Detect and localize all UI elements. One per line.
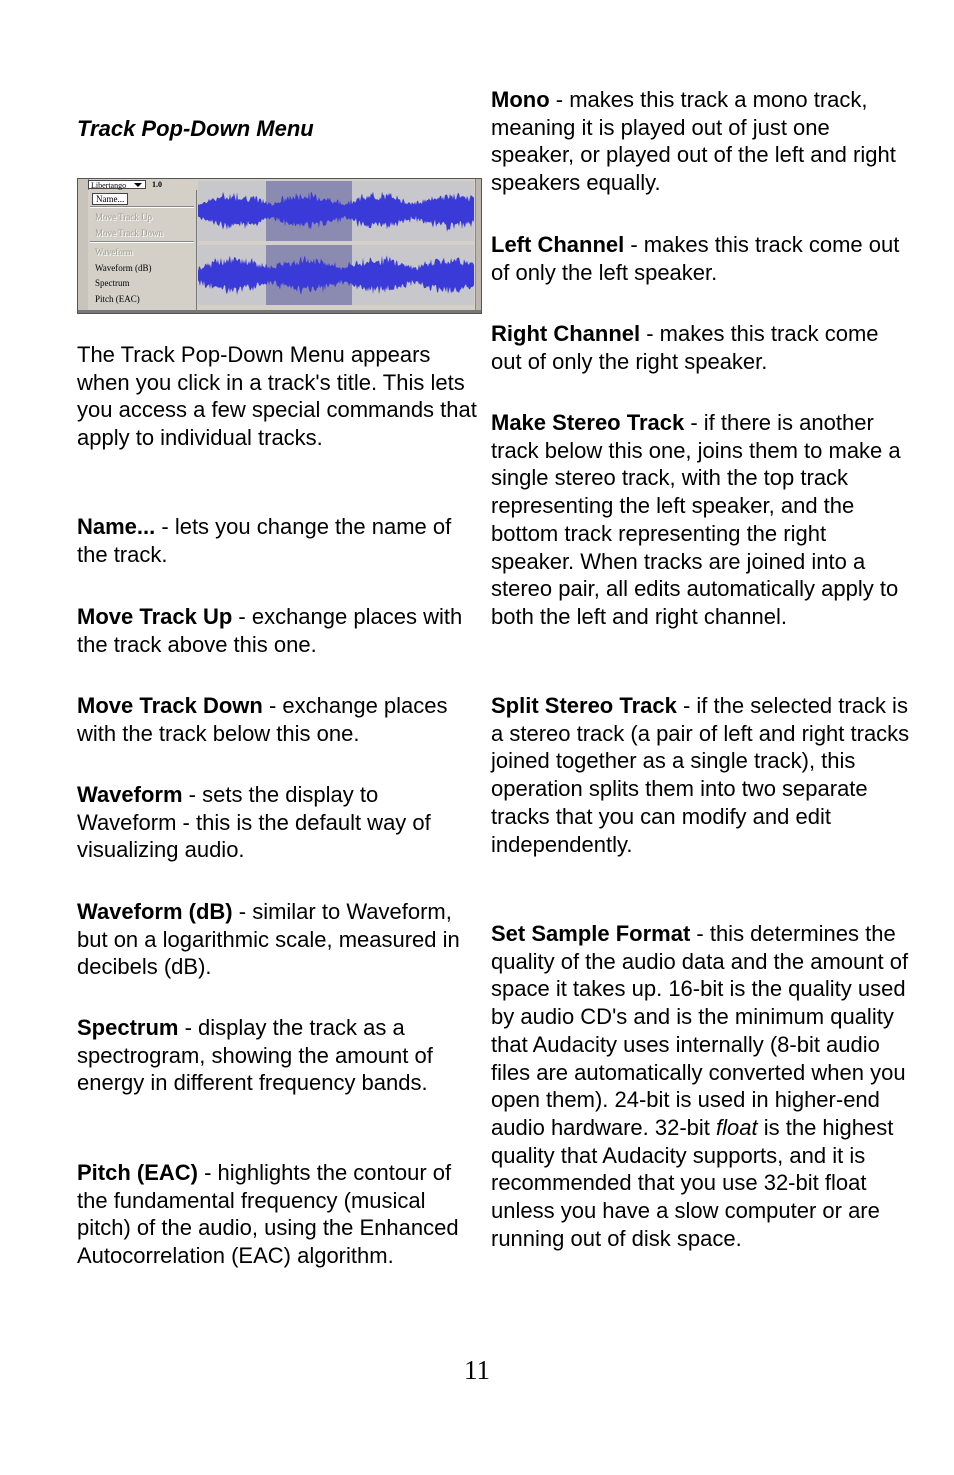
track-name: Libertango bbox=[91, 181, 127, 190]
entry-desc-continued: is the highest quality that Audacity supports, and it is recommended that you use 32-bit float unless you have a slow computer or are running out of disk space. bbox=[491, 1114, 894, 1251]
entry-waveform bbox=[77, 781, 477, 864]
entry-move-track-up bbox=[77, 603, 477, 658]
menu-item-name[interactable]: Name... bbox=[92, 193, 128, 205]
menu-separator bbox=[90, 241, 194, 243]
entry-set-sample-format bbox=[491, 920, 911, 1252]
entry-term: Waveform bbox=[77, 782, 183, 807]
vertical-scrollbar[interactable] bbox=[475, 179, 482, 312]
entry-desc: - lets you change the name of the track. bbox=[77, 514, 452, 567]
menu-item-move-track-up[interactable]: Move Track Up bbox=[95, 212, 153, 222]
entry-split-stereo-track bbox=[491, 692, 911, 858]
menu-item-waveform-db[interactable]: Waveform (dB) bbox=[95, 263, 152, 273]
entry-term: Split Stereo Track bbox=[491, 693, 677, 718]
entry-right-channel bbox=[491, 320, 911, 375]
entry-term: Pitch (EAC) bbox=[77, 1160, 198, 1185]
entry-desc: - this determines the quality of the audio data and the amount of space it takes up. 16-bit is the quality used by audio CD's and is the minimum quality that Audacity uses internally (8-bit audio files are automatically converted when you open them). 24-bit is used in higher-end audio hardware. 32-bit bbox=[491, 921, 909, 1140]
entry-name bbox=[77, 513, 477, 568]
section-heading: Track Pop-Down Menu bbox=[77, 116, 314, 141]
waveform-track-1 bbox=[198, 181, 474, 241]
entry-term: Move Track Down bbox=[77, 693, 263, 718]
page-number: 11 bbox=[464, 1355, 490, 1385]
entry-term: Set Sample Format bbox=[491, 921, 691, 946]
entry-term: Name... bbox=[77, 514, 156, 539]
entry-move-track-down bbox=[77, 692, 477, 747]
entry-pitch-eac bbox=[77, 1159, 477, 1270]
entry-left-channel bbox=[491, 231, 911, 286]
menu-item-waveform[interactable]: Waveform bbox=[95, 247, 133, 257]
menu-item-move-track-down[interactable]: Move Track Down bbox=[95, 228, 164, 238]
menu-item-spectrum[interactable]: Spectrum bbox=[95, 278, 130, 288]
entry-desc: - display the track as a spectrogram, showing the amount of energy in different frequency bands. bbox=[77, 1015, 433, 1096]
entry-desc: - similar to Waveform, but on a logarithmic scale, measured in decibels (dB). bbox=[77, 899, 460, 980]
track-menu-screenshot bbox=[77, 178, 482, 314]
audio-track-1[interactable] bbox=[198, 181, 474, 241]
entry-spectrum bbox=[77, 1014, 477, 1097]
menu-item-pitch-eac[interactable]: Pitch (EAC) bbox=[95, 294, 140, 304]
entry-desc: - highlights the contour of the fundamental frequency (musical pitch) of the audio, using the Enhanced Autocorrelation (EAC) algorithm. bbox=[77, 1160, 459, 1269]
entry-desc: - sets the display to Waveform - this is the default way of visualizing audio. bbox=[77, 782, 431, 863]
audio-track-2[interactable] bbox=[198, 245, 474, 305]
entry-desc: - if the selected track is a stereo track (a pair of left and right tracks joined together as a single track), this operation splits them into two separate tracks that you can modify and edit independently. bbox=[491, 693, 910, 857]
entry-desc: - makes this track a mono track, meaning it is played out of just one speaker, or played out of the left and right speakers equally. bbox=[491, 87, 896, 196]
entry-term: Spectrum bbox=[77, 1015, 179, 1040]
entry-desc: - exchange places with the track below this one. bbox=[77, 693, 448, 746]
menu-separator bbox=[90, 206, 194, 208]
dropdown-arrow-icon bbox=[134, 183, 142, 187]
entry-desc: - exchange places with the track above this one. bbox=[77, 604, 463, 657]
entry-term: Right Channel bbox=[491, 321, 641, 346]
entry-desc: - makes this track come out of only the left speaker. bbox=[491, 232, 900, 285]
entry-mono bbox=[491, 86, 911, 197]
track-popdown-menu bbox=[88, 190, 197, 312]
figure-bottom-border bbox=[78, 310, 481, 313]
track-title-dropdown[interactable] bbox=[88, 180, 146, 189]
track-rate: 1.0 bbox=[152, 180, 162, 189]
entry-term: Left Channel bbox=[491, 232, 625, 257]
emphasis-float: float bbox=[716, 1114, 758, 1140]
entry-waveform-db bbox=[77, 898, 477, 981]
entry-term: Make Stereo Track bbox=[491, 410, 685, 435]
entry-term: Move Track Up bbox=[77, 604, 233, 629]
entry-desc: - if there is another track below this one, joins them to make a single stereo track, with the top track representing the left speaker, and the bottom track representing the right speaker. When tracks are joined into a stereo pair, all edits automatically apply to both the left and right channel. bbox=[491, 410, 901, 629]
entry-term: Waveform (dB) bbox=[77, 899, 233, 924]
intro-paragraph: The Track Pop-Down Menu appears when you click in a track's title. This lets you access a few special commands that apply to individual tracks. bbox=[77, 342, 477, 451]
entry-term: Mono bbox=[491, 87, 550, 112]
entry-make-stereo-track bbox=[491, 409, 911, 631]
waveform-track-2 bbox=[198, 245, 474, 305]
entry-desc: - makes this track come out of only the right speaker. bbox=[491, 321, 879, 374]
